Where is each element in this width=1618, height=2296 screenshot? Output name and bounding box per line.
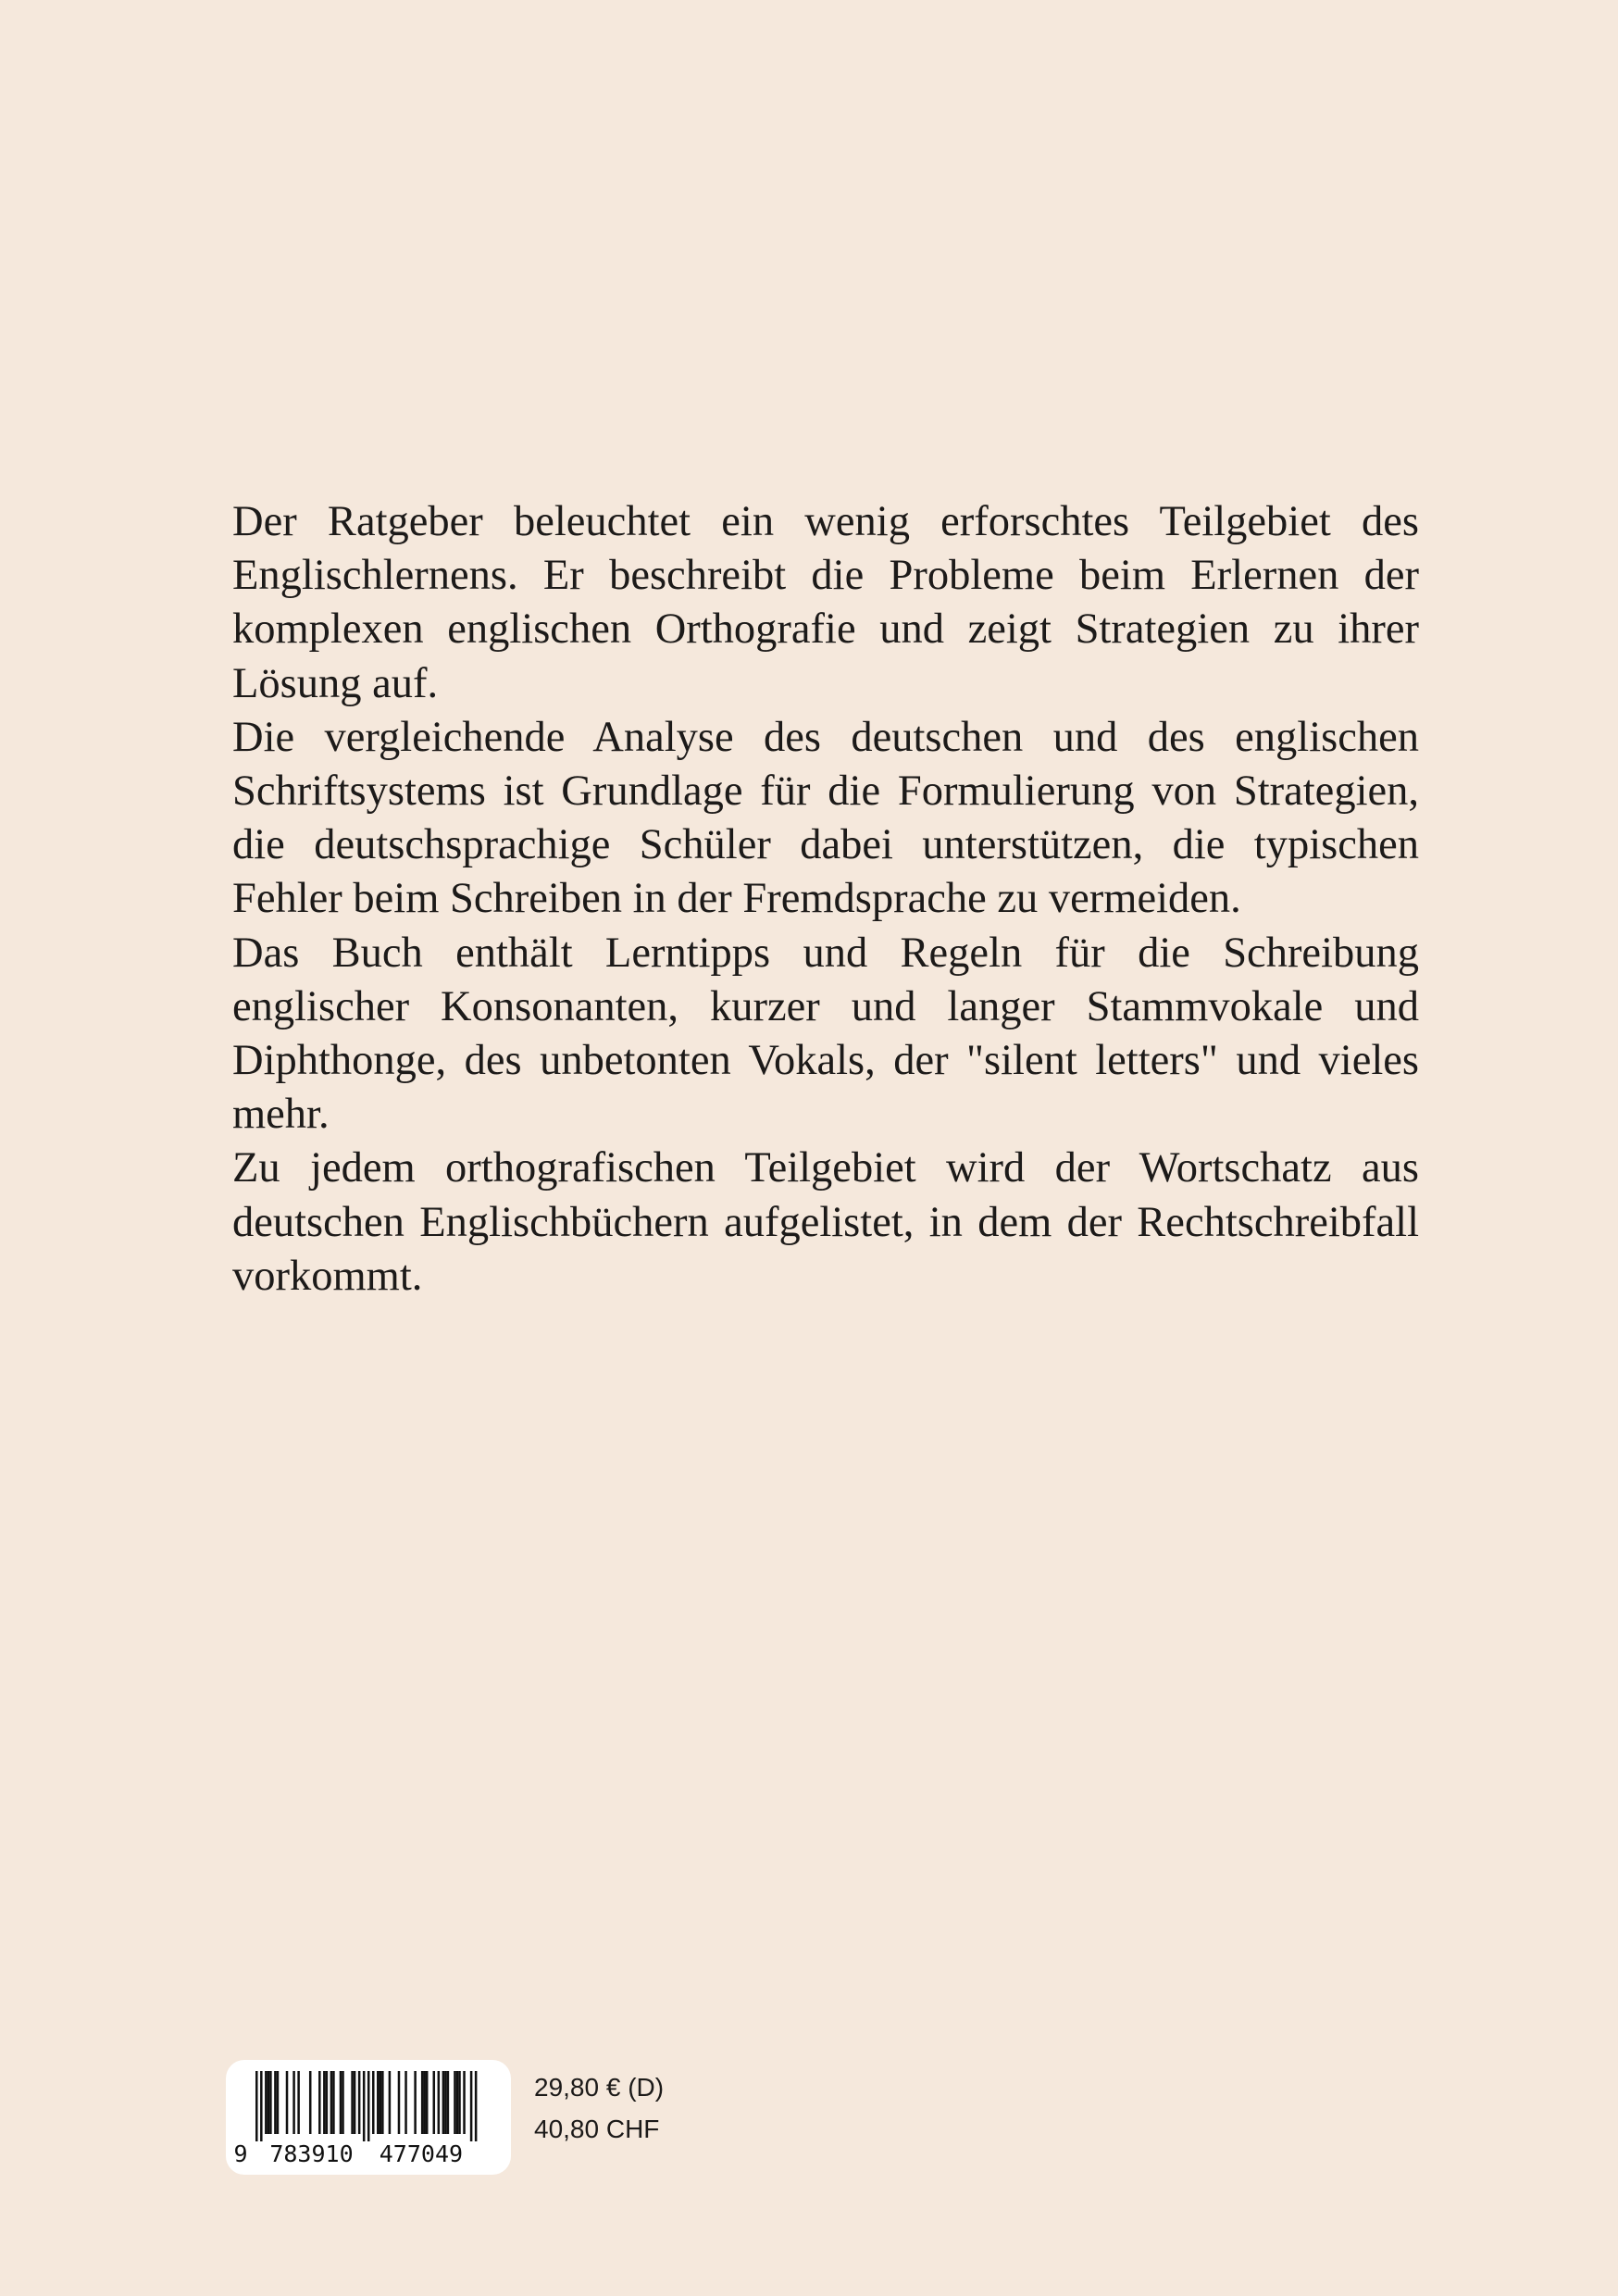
barcode-bar: [372, 2071, 375, 2134]
barcode-bar: [423, 2071, 426, 2134]
barcode-bar: [470, 2071, 473, 2141]
barcode-bar: [318, 2071, 321, 2134]
barcode-bar: [326, 2071, 329, 2134]
barcode-bar: [277, 2071, 280, 2134]
barcode-bar: [454, 2071, 456, 2134]
barcode-bar: [268, 2071, 270, 2134]
barcode-bar: [426, 2071, 429, 2134]
barcode-bar: [389, 2071, 392, 2134]
barcode-bar: [438, 2071, 441, 2134]
barcode-bar: [260, 2071, 263, 2141]
barcode-bar: [269, 2071, 272, 2134]
barcode-bar: [447, 2071, 450, 2134]
back-cover-blurb: [232, 495, 1419, 1304]
barcode-bar: [342, 2071, 344, 2134]
barcode-bar: [456, 2071, 459, 2134]
isbn-barcode: [226, 2060, 511, 2175]
barcode-bar: [340, 2071, 342, 2134]
barcode-bar: [323, 2071, 326, 2134]
barcode-bar: [458, 2071, 461, 2134]
barcode-bar: [421, 2071, 424, 2134]
barcode-digit-group: 783910: [269, 2140, 354, 2167]
price-chf: 40,80 CHF: [534, 2115, 660, 2143]
barcode-bar: [433, 2071, 436, 2134]
barcode-bar: [414, 2071, 417, 2134]
barcode-digit-group: 9: [233, 2140, 248, 2167]
barcode-bar: [380, 2071, 382, 2134]
barcode-bar: [332, 2071, 335, 2134]
barcode-bar: [274, 2071, 277, 2134]
barcode-bar: [398, 2071, 401, 2134]
barcode-bar: [255, 2071, 258, 2141]
blurb-paragraph: Das Buch enthält Lerntipps und Regeln für die Schreibung englischer Konsonanten, kurzer und langer Stammvokale und Diphthonge, des unbetonten Vokals, der "silent letters" und vieles mehr.: [232, 929, 1419, 1139]
blurb-paragraph: Der Ratgeber beleuchtet ein wenig erforschtes Teilgebiet des Englischlernens. Er beschreibt die Probleme beim Erlernen der komplexen englischen Orthografie und zeigt Strategien zu ihrer Lösung auf.: [232, 498, 1419, 707]
barcode-bar: [367, 2071, 370, 2141]
barcode-digit-group: 477049: [379, 2140, 464, 2167]
barcode-bar: [354, 2071, 356, 2134]
barcode-bar: [309, 2071, 312, 2134]
blurb-paragraph: Zu jedem orthografischen Teilgebiet wird der Wortschatz aus deutschen Englischbüchern aufgelistet, in dem der Rechtschreibfall vorkommt.: [232, 1144, 1419, 1300]
barcode-bar: [363, 2071, 366, 2141]
price-eur: 29,80 € (D): [534, 2073, 665, 2102]
isbn-barcode-box: [226, 2060, 511, 2175]
barcode-bar: [358, 2071, 361, 2134]
barcode-bar: [442, 2071, 445, 2134]
barcode-bar: [444, 2071, 447, 2134]
barcode-digits: [233, 2140, 463, 2167]
barcode-bar: [330, 2071, 333, 2134]
barcode-bar: [297, 2071, 300, 2134]
barcode-bar: [381, 2071, 384, 2134]
barcode-bars: [255, 2071, 477, 2141]
barcode-bar: [463, 2071, 466, 2134]
barcode-bar: [404, 2071, 407, 2134]
barcode-bar: [265, 2071, 268, 2134]
barcode-bar: [286, 2071, 289, 2134]
barcode-bar: [475, 2071, 478, 2141]
blurb-paragraph: Die vergleichende Analyse des deutschen und des englischen Schriftsystems ist Grundlage für die Formulierung von Strategien, die deutschsprachige Schüler dabei unterstützen, die typischen Fehler beim Schreiben in der Fremdsprache zu vermeiden.: [232, 713, 1419, 923]
barcode-bar: [292, 2071, 295, 2134]
barcode-bar: [351, 2071, 354, 2134]
barcode-bar: [377, 2071, 380, 2134]
